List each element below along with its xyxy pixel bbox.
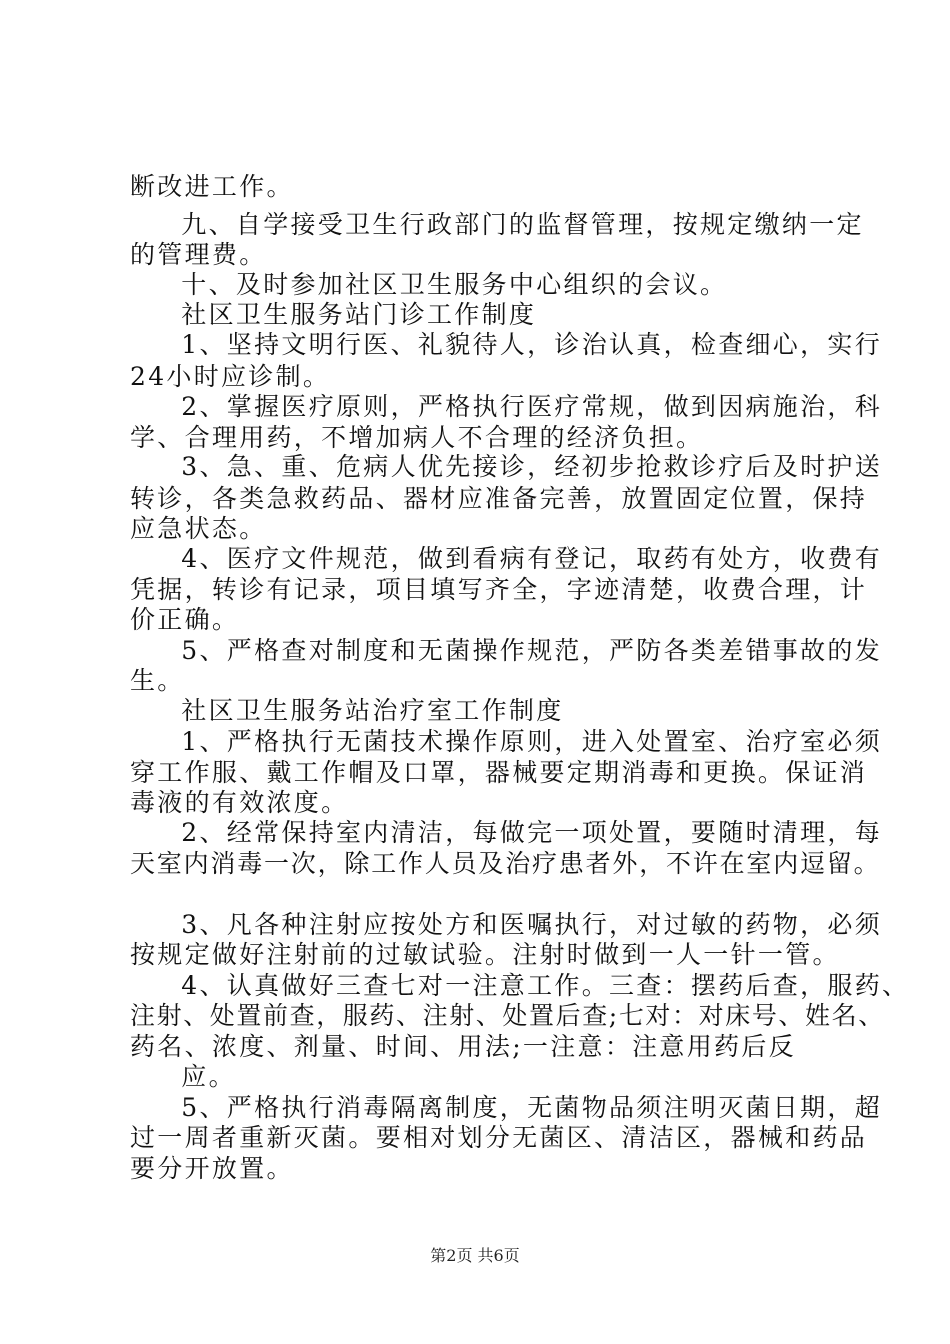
text-line: 学、合理用药，不增加病人不合理的经济负担。 xyxy=(130,423,704,452)
text-line: 2、经常保持室内清洁，每做完一项处置，要随时清理，每 xyxy=(154,818,883,847)
text-line: 注射、处置前查，服药、注射、处置后查;七对：对床号、姓名、 xyxy=(130,1001,885,1030)
text-line: 1、严格执行无菌技术操作原则，进入处置室、治疗室必须 xyxy=(154,727,883,756)
text-line: 过一周者重新灭菌。要相对划分无菌区、清洁区，器械和药品 xyxy=(130,1123,868,1152)
text-line: 十、及时参加社区卫生服务中心组织的会议。 xyxy=(154,270,728,299)
text-line: 2、掌握医疗原则，严格执行医疗常规，做到因病施治，科 xyxy=(154,392,883,421)
text-line: 毒液的有效浓度。 xyxy=(130,788,349,817)
section-heading: 社区卫生服务站门诊工作制度 xyxy=(154,300,537,329)
text-line: 转诊，各类急救药品、器材应准备完善，放置固定位置，保持 xyxy=(130,484,868,513)
text-line: 天室内消毒一次，除工作人员及治疗患者外，不许在室内逗留。 xyxy=(130,849,881,878)
text-line: 3、凡各种注射应按处方和医嘱执行，对过敏的药物，必须 xyxy=(154,910,883,939)
text-line: 要分开放置。 xyxy=(130,1154,294,1183)
text-line: 4、认真做好三查七对一注意工作。三查：摆药后查，服药、 xyxy=(154,971,910,1000)
text-line: 穿工作服、戴工作帽及口罩，器械要定期消毒和更换。保证消 xyxy=(130,758,868,787)
text-line: 5、严格执行消毒隔离制度，无菌物品须注明灭菌日期，超 xyxy=(154,1093,883,1122)
text-line: 生。 xyxy=(130,666,185,695)
text-line: 九、自学接受卫生行政部门的监督管理，按规定缴纳一定 xyxy=(154,210,864,239)
text-line: 4、医疗文件规范，做到看病有登记，取药有处方，收费有 xyxy=(154,544,883,573)
text-line: 应。 xyxy=(154,1062,236,1091)
text-line: 3、急、重、危病人优先接诊，经初步抢救诊疗后及时护送 xyxy=(154,452,883,481)
text-line: 24小时应诊制。 xyxy=(130,362,331,391)
page-number: 第2页 共6页 xyxy=(430,1246,520,1265)
text-line: 价正确。 xyxy=(130,605,240,634)
text-line: 凭据，转诊有记录，项目填写齐全，字迹清楚，收费合理，计 xyxy=(130,575,868,604)
text-line: 1、坚持文明行医、礼貌待人，诊治认真，检查细心，实行 xyxy=(154,330,883,359)
text-line: 断改进工作。 xyxy=(130,172,294,201)
text-line: 按规定做好注射前的过敏试验。注射时做到一人一针一管。 xyxy=(130,940,840,969)
section-heading: 社区卫生服务站治疗室工作制度 xyxy=(154,696,564,725)
text-line: 的管理费。 xyxy=(130,240,267,269)
text-line: 药名、浓度、剂量、时间、用法;一注意：注意用药后反 xyxy=(130,1032,796,1061)
text-line: 应急状态。 xyxy=(130,514,267,543)
text-line: 5、严格查对制度和无菌操作规范，严防各类差错事故的发 xyxy=(154,636,883,665)
